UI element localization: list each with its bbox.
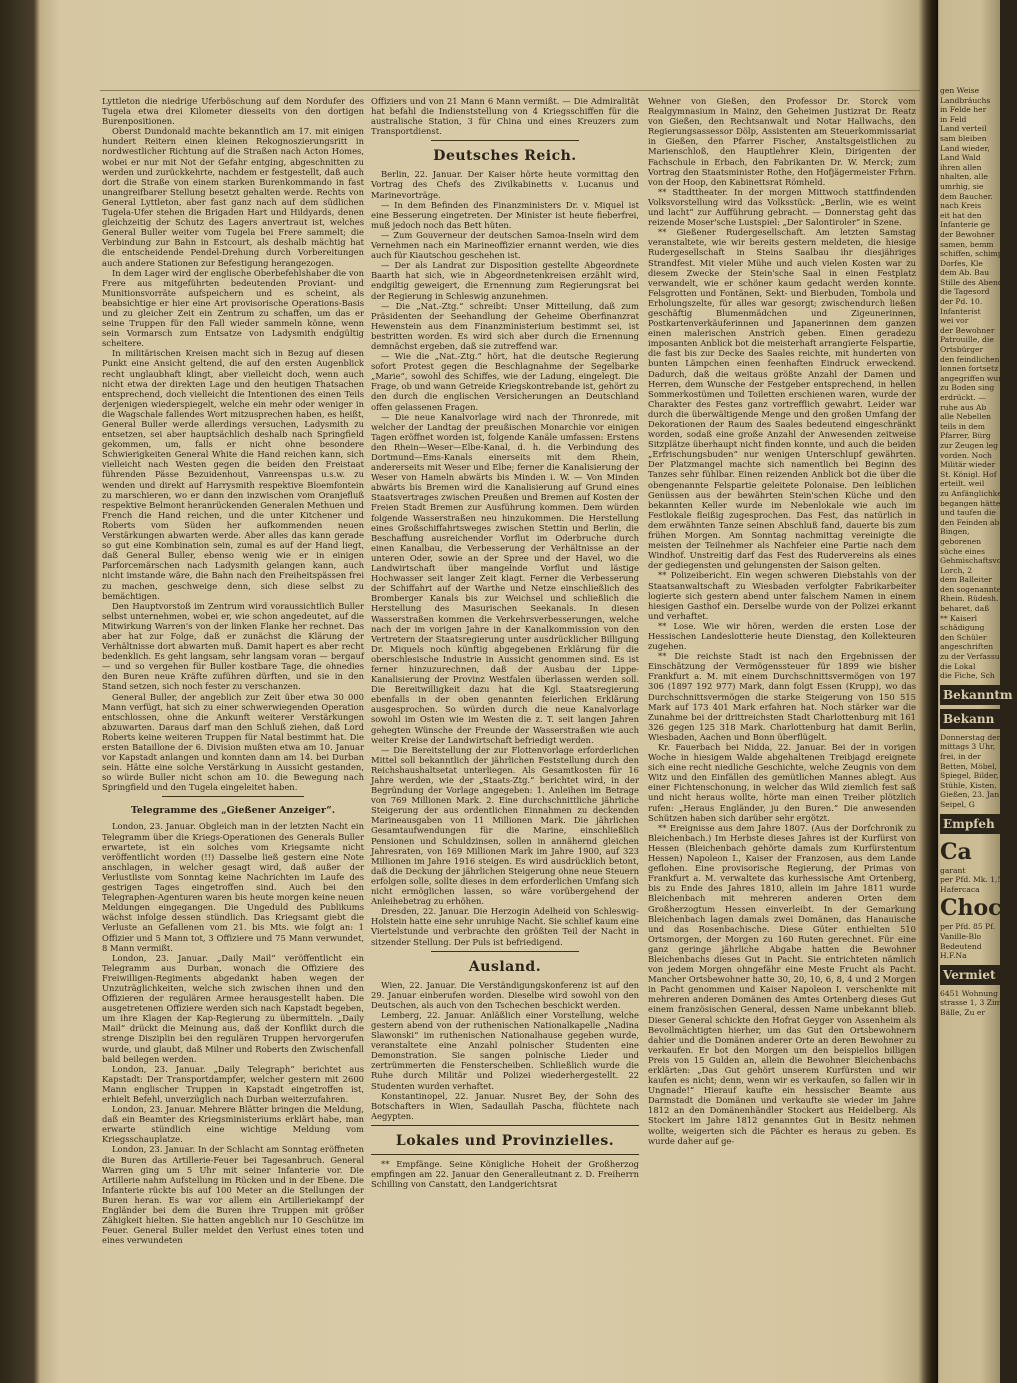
- edge-line: süche eines: [940, 546, 986, 556]
- news-item: Lemberg, 22. Januar. Anläßlich einer Vorstellung, welche gestern abend von der ruthenischen Nationalkapelle „Nadina Slawonski“ im ruthenischen Nationalhause gegeben wurde, veranstaltete eine Anzahl polnischer Studenten eine Demonstration. Sie sangen polnische Lieder und zertrümmerten die Fensterscheiben. Schließlich wurde die Ruhe durch Militär und Polizei wiederhergestellt. 22 Studenten wurden verhaftet.: [371, 1009, 639, 1091]
- edge-line: erteilt. weil: [940, 479, 985, 489]
- edge-line: den sogenannten: [940, 584, 1007, 594]
- edge-line: Infanterie ge: [940, 220, 990, 230]
- edge-line: die Tagesord: [940, 287, 990, 297]
- edge-line: samen, bemm: [940, 239, 994, 249]
- edge-line: Infanterist: [940, 306, 981, 316]
- edge-ad-heading: Vermiet: [940, 965, 1000, 985]
- telegram-item: London, 23. Januar. „Daily Mail“ veröffentlicht ein Telegramm aus Durban, wonach die Offiziere des Freiwilligen-Regiments abgedankt haben wegen der Unzuträglichkeiten, welche sich zwischen ihnen und den Offizieren der regulären Armee herausgestellt haben. Die ausgetretenen Offiziere werden sich nach Kapstadt begeben, um ihre Klagen der Kap-Regierung zu übermitteln. „Daily Mail“ drückt die Meinung aus, daß der Konflikt durch die strenge Disziplin bei den regulären Truppen hervorgerufen wurde, und glaubt, daß Milner und Roberts den Zwischenfall bald beilegen werden.: [102, 952, 364, 1064]
- edge-line: nhalten, alle: [940, 172, 988, 182]
- edge-line: Bingen,: [940, 527, 970, 537]
- news-item: — Die neue Kanalvorlage wird nach der Thronrede, mit welcher der Landtag der preußischen Monarchie vor einigen Tagen eröffnet worden ist, folgende Kanäle umfassen: Erstens den Rhein—Weser—Elbe-Kanal, d. h. die Verbindung des Dortmund—Ems-Kanals einerseits mit dem Rhein, andererseits mit Weser und Elbe; ferner die Kanalisierung der Weser von Hameln abwärts bis Minden i. W. — Von Minden abwärts bis Bremen wird die Kanalisierung auf Grund eines Staatsvertrages zwischen Preußen und Bremen auf Kosten der Freien Stadt Bremen zur Ausführung kommen. Dem würden folgende Wasserstraßen neu hinzukommen. Die Herstellung eines Großschiffahrtsweges zwischen Stettin und Berlin, die Beschaffung ausreichender Vorflut im Oderbruche durch einen Kanalbau, die Verbesserung der Verhältnisse an der unteren Oder, sowie an der Spree und der Havel, wo die Landwirtschaft über mangelnde Vorflut und lästige Hochwasser seit langer Zeit klagt. Ferner die Verbesserung der Schiffahrt auf der Warthe und Netze einschließlich des Bromberger Kanals bis zur Weichsel und schließlich die Herstellung des Masurischen Seekanals. In diesen Wasserstraßen kommen die Verkehrsverbesserungen, welche nach der im vorigen Jahre in der Kanalkommission von den Vertretern der Staatsregierung unter ausdrücklicher Billigung Dr. Miquels noch künftig abgegebenen Erklärung für die oberschlesische Industrie in Aussicht genommen sind. Es ist ferner hinzuzurechnen, daß der Ausbau der Lippe-Kanalisierung der Provinz Westfalen überlassen werden soll. Die Bereitwilligkeit dazu hat die Kgl. Staatsregierung ebenfalls in der oben genannten feierlichen Erklärung ausgesprochen. So würden durch die neue Kanalvorlage sowohl im Osten wie im Westen die z. T. seit langen Jahren gehegten Wünsche der Freunde der Wasserstraßen wie auch weiter Kreise der Landwirtschaft befriedigt werden.: [371, 411, 639, 745]
- edge-ad-big: Choc: [940, 895, 1002, 922]
- edge-line: per Pfd. Mk. 1,5: [940, 875, 1003, 885]
- edge-line: dem Ab. Bau: [940, 268, 990, 278]
- edge-line: Donnerstag den: [940, 732, 1002, 742]
- edge-line: angegriffen wurd: [940, 373, 1007, 383]
- edge-line: Bedeutend: [940, 941, 982, 951]
- edge-line: per Pfd. 85 Pf.: [940, 922, 996, 932]
- news-item: — Wie die „Nat.-Ztg.“ hört, hat die deutsche Regierung sofort Protest gegen die Beschlagnahme der Segelbarke „Marie“, sowohl des Schiffes, wie der Ladung, eingelegt. Die Frage, ob und wann Getreide Kriegskontrebande ist, gehört zu den durch die englischen Versicherungen an Deutschland offen gelassenen Fragen.: [371, 351, 639, 412]
- edge-line: der Pd. 10.: [940, 297, 983, 307]
- section-heading-deutsches-reich: Deutsches Reich.: [433, 148, 577, 165]
- edge-line: schädigung: [940, 623, 985, 633]
- edge-line: Vanille-Blo: [940, 931, 982, 941]
- edge-line: zu der Verfassung: [940, 652, 1010, 662]
- news-item: — Die Bereitstellung der zur Flottenvorlage erforderlichen Mittel soll bekanntlich der jährlichen Feststellung durch den Reichshaushaltsetat unterliegen. Als Gesamtkosten für 16 Jahre werden, wie der „Staats-Ztg.“ berichtet wird, in der Begründung der Vorlage angegeben: 1. Anleihen im Betrage von 769 Millionen Mark. 2. Eine durchschnittliche jährliche Steigerung der aus ordentlichen Einnahmen zu deckenden Marineausgaben von 11 Millionen Mark. Die jährlichen Gesamtaufwendungen für die Marine, einschließlich Pensionen und Schuldzinsen, sollen in annähernd gleichen Jahresraten, von 169 Millionen Mark im Jahre 1900, auf 323 Millionen im Jahre 1916 steigen. Es wird ausdrücklich betont, daß die Deckung der jährlichen Steigerung ohne neue Steuern erfolgen solle, sollte dieses in dem erforderlichen Umfang sich nicht ermöglichen lassen, so wäre vorübergehend der Anleihebetrag zu erhöhen.: [371, 744, 639, 907]
- edge-line: schiffen, schimpf: [940, 249, 1006, 259]
- article-paragraph: In militärischen Kreisen macht sich in Bezug auf diesen Punkt eine Ansicht geltend, die auf den ersten Augenblick recht unglaubhaft klingt, aber vielleicht doch, wenn auch nicht etwa der direkten Lage und den heutigen Thatsachen entsprechend, doch vielleicht die Intentionen des einen Teils derjenigen wiederspiegelt, welche ein mehr oder weniger in die Wagschale fallendes Wort mitzusprechen haben, es heißt, General Buller werde allerdings versuchen, Ladysmith zu entsetzen, sei aber hauptsächlich deshalb nach Springfield gekommen, um, falls er nicht ohne besondere Schwierigkeiten General White die Hand reichen kann, sich vielleicht nach Westen gegen die beiden den Freistaat führenden Pässe Bezuidenhout, Vanreenspas u.s.w. zu wenden und direkt auf Harrysmith respektive Bloemfontein zu marschieren, wo er dann den inzwischen vom Oranjefluß respektive Belmont heranrückenden Generalen Methuen und French die Hand reichen, und die unter Kitchener und Roberts vom Süden her aufkommenden neuen Verstärkungen abwarten werde. Aber alles das kann gerade so gut eine Kombination sein, zumal es auf der Hand liegt, daß General Buller, ebenso wenig wie er in einigen Parforcemärschen nach Ladysmith gelangen kann, auch nicht imstande wäre, die Bahn nach den Freiheitspässen frei zu machen, geschweige denn, sich diese selbst zu bemächtigen.: [102, 348, 364, 601]
- edge-ad-big: Ca: [940, 838, 972, 865]
- edge-line: zu Anfänglichkeit: [940, 488, 1008, 498]
- page-gutter-shadow: [918, 0, 938, 1383]
- edge-line: dem Balleiter: [940, 575, 993, 585]
- section-divider: [371, 1125, 639, 1126]
- edge-line: lonnen fortsetz: [940, 364, 999, 374]
- article-paragraph: In dem Lager wird der englische Oberbefehlshaber die von Frere aus mitgeführten bedeutenden Proviant- und Munitionsvorräte aufspeichern und es scheint, als beabsichtige er hier eine Art provisorische Operations-Basis und zu gleicher Zeit ein Zentrum zu schaffen, um das er seine Truppen für den Fall wieder sammeln könne, wenn sein Vormarsch zum Entsatze von Ladysmith endgültig scheitere.: [102, 267, 364, 349]
- edge-line: H.F.Na: [940, 951, 967, 961]
- edge-line: Stille des Abend: [940, 277, 1003, 287]
- article-paragraph: Den Hauptvorstoß im Zentrum wird voraussichtlich Buller selbst unternehmen, wobei er, wie schon angedeutet, auf die Mitwirkung Warren's von der linken Flanke her rechnet. Das aber hat zur Folge, daß er zunächst die Klärung der Verhältnisse dort abwarten muß. Damit hapert es aber recht bedenklich. Es geht langsam, sehr langsam voran — bergauf — und so vergehen für Buller kostbare Tage, die ohnedies den Buren neue Kräfte zuführen dürften, und sie in den Stand setzen, sich noch fester zu verschanzen.: [102, 600, 364, 692]
- news-item: — Der als Landrat zur Disposition gestellte Abgeordnete Baarth hat sich, wie in Abgeordnetenkreisen erzählt wird, endgiltig geweigert, die Ernennung zum Regierungsrat bei der Regierung in Schleswig anzunehmen.: [371, 260, 639, 301]
- edge-ad-heading: Empfeh: [940, 814, 1000, 834]
- edge-line: Land wieder,: [940, 143, 990, 153]
- edge-line: in Feld: [940, 114, 967, 124]
- edge-line: die Lokal: [940, 661, 976, 671]
- edge-line: zu Boden sing: [940, 383, 995, 393]
- edge-line: Gießen, 23. Jan: [940, 790, 1000, 800]
- edge-line: den Feinden ab: [940, 517, 1000, 527]
- news-item: Konstantinopel, 22. Januar. Nusret Bey, der Sohn des Botschafters in Wien, Sadaullah Pascha, flüchtete nach Aegypten.: [371, 1090, 639, 1121]
- edge-line: strasse 1, 3 Zimmer: [940, 998, 1017, 1008]
- edge-line: ruhe aus Ab: [940, 402, 987, 412]
- news-item: Berlin, 22. Januar. Der Kaiser hörte heute vormittag den Vortrag des Chefs des Zivilkabinetts v. Lucanus und Marinevorträge.: [371, 169, 639, 200]
- edge-line: Land verteil: [940, 124, 987, 134]
- edge-line: wei vor: [940, 316, 969, 326]
- edge-line: Spiegel, Bilder,: [940, 771, 999, 781]
- news-item: — In dem Befinden des Finanzministers Dr. v. Miquel ist eine Besserung eingetreten. Der Minister ist heute fieberfrei, muß jedoch noch das Bett hüten.: [371, 199, 639, 230]
- edge-line: Patrouille, die: [940, 335, 994, 345]
- edge-line: frei, in der: [940, 752, 981, 761]
- edge-line: nach Kreis: [940, 201, 982, 211]
- telegram-item: London, 23. Januar. Obgleich man in der letzten Nacht ein Telegramm über die Kriegs-Operationen des Generals Buller erwartete, ist ein solches vom Kriegsamte nicht veröffentlicht worden (!!) Dasselbe ließ gestern eine Note anschlagen, in welcher gesagt wird, daß außer der Verlustliste vom Sonntag keine Nachrichten im Laufe des gestrigen Tages eingetroffen sind. Auch bei den Telegraphen-Agenturen waren bis heute morgen keine neuen Meldungen eingegangen. Die Ungeduld des Publikums wächst infolge dessen stündlich. Das Kriegsamt giebt die Verluste an Gefallenen vom 21. bis Mts. wie folgt an: 1 Offizier und 5 Mann tot, 3 Offiziere und 75 Mann verwundet, 8 Mann vermißt.: [102, 821, 364, 953]
- edge-line: begangen hätte: [940, 498, 1001, 508]
- edge-line: Seipel, G: [940, 799, 975, 809]
- news-item: — Zum Gouverneur der deutschen Samoa-Inseln wird dem Vernehmen nach ein Marineoffizier ernannt werden, wie dies auch für Kiautschou geschehen ist.: [371, 229, 639, 261]
- column-3: [648, 96, 916, 1276]
- edge-line: ihren allen: [940, 162, 982, 172]
- section-divider: [371, 1154, 639, 1155]
- edge-line: sam bleiben: [940, 133, 987, 143]
- edge-line: vorden. Noch: [940, 450, 992, 460]
- edge-line: den feindlichen: [940, 354, 1000, 364]
- edge-line: Ortsbürger: [940, 345, 984, 355]
- news-item: ** Empfänge. Seine Königliche Hoheit der Großherzog empfingen am 22. Januar den Generalleutnant z. D. Freiherrn Schilling von Canstatt, den Landgerichtsrat: [371, 1158, 639, 1190]
- edge-line: Betten, Möbel,: [940, 761, 997, 771]
- edge-line: geborenen: [940, 536, 982, 546]
- edge-line: Rhein. Rüdesh.: [940, 594, 999, 604]
- news-item: ** Polizeibericht. Ein wegen schweren Diebstahls von der Staatsanwaltschaft zu Wiesbaden verfolgter Fabrikarbeiter logierte sich gestern abend unter falschem Namen in einem hiesigen Gasthof ein. Derselbe wurde von der Polizei erkannt und verhaftet.: [648, 570, 916, 621]
- edge-line: 6451 Wohnung: [940, 988, 999, 998]
- edge-ad-lines: [940, 922, 1000, 960]
- edge-line: zur Zeugen leg: [940, 440, 999, 450]
- news-item: Kr. Fauerbach bei Nidda, 22. Januar. Bei der in vorigen Woche in hiesigem Walde abgehaltenen Treibjagd ereignete sich eine recht niedliche Geschichte, welche Zeugnis von dem Witz und den Einfällen des gemütlichen Mannes ablegt. Aus einer Fichtenschonung, in welcher das Wild ziemlich fest saß und nicht heraus wollte, hörte man einen Treiber plötzlich rufen: „Heraus Engländer, ju den Buren.“ Die anwesenden Schützen haben sich darüber sehr ergötzt.: [648, 742, 916, 823]
- edge-line: Lorch, 2: [940, 565, 973, 575]
- section-divider: [431, 140, 579, 141]
- edge-line: St. Königl. Hof: [940, 469, 997, 479]
- article-paragraph: Wehner von Gießen, den Professor Dr. Storck vom Realgymnasium in Mainz, den Geheimen Justizrat Dr. Reatz von Gießen, den Rechtsanwalt und Notar Hallwachs, den Regierungsassessor Dölp, Assistenten am Steuerkommissariat in Gießen, den Pfarrer Fischer, Anstaltsgeistlichen zu Marienschloß, den Hauptlehrer Klein, Dirigenten der Fachschule in Erbach, den Fabrikanten Dr. W. Merck; zum Vortrag den Staatsminister Rothe, den Hofjägermeister Frhrn. von der Hoop, den Kabinettsrat Römheld.: [648, 96, 916, 187]
- news-item: — Die „Nat.-Ztg.“ schreibt: Unser Mitteilung, daß zum Präsidenten der Seehandlung der Geheime Oberfinanzrat Hewenstein aus dem Finanzministerium bestimmt sei, ist bestritten worden. Es wird sich aber durch die Ernennung demnächst ergeben, daß sie zutreffend war.: [371, 300, 639, 351]
- news-item: ** Ereignisse aus dem Jahre 1807. (Aus der Dorfchronik zu Bleichenbach.) Im Herbste dieses Jahres ist der Kurfürst von Hessen (Bleichenbach gehörte damals zum Kurfürstentum Hessen) Napoleon I., Kaiser der Franzosen, aus dem Lande geflohen. Eine provisorische Regierung, der Primas von Frankfurt a. M. verwaltete das kurhessische Amt Ortenberg, bis zu Ende des Jahres 1810, allein im Jahre 1811 wurde Bleichenbach mit mehreren anderen Orten dem Großherzogtum Hessen einverleibt. In der Gemarkung Bleichenbach lagen damals zwei Domänen, das Hanauische und das Rosenbachische. Diese Güter enthielten 510 Ortsmorgen, der Morgen zu 160 Ruten gerechnet. Für eine ganz geringe jährliche Abgabe hatten die Bewohner Bleichenbachs dieses Gut in Pacht. Sie entrichteten nämlich von jedem Morgen ohngefähr eine Meste Frucht als Pacht. Mancher Ortsbewohner hatte 30, 20, 10, 6, 8, 4 und 2 Morgen in Pacht genommen und Kaiser Napoleon I. verschenkte mit mehreren anderen Domänen des Amtes Ortenberg dieses Gut einem französischen General, dessen Name unbekannt blieb. Dieser General schickte den Hofrat Geyger von Assenheim als Bevollmächtigten hierher, um das Gut den Ortsbewohnern dahier und die Domänen anderer Orte an deren Bewohner zu verkaufen. Er bot den Morgen um den beispiellos billigen Preis von 15 Gulden an, allein die Bewohner Bleichenbachs erklärten: „Das Gut gehört unserem Kurfürsten und wir kaufen es nicht; denn, wenn wir es verkaufen, so fallen wir in Ungnade!“ Hierauf kaufte ein hessischer Beamte aus Darmstadt die Domänen und verkaufte sie wieder im Jahre 1812 an den Domänenhändler Stockert aus Heidelberg. Als Stockert im Jahre 1812 genanntes Gut in Besitz nehmen wollte, weigerten sich die Pächter es heraus zu geben. Es wurde daher auf ge-: [648, 822, 916, 1146]
- news-item: ** Gießener Rudergesellschaft. Am letzten Samstag veranstaltete, wie wir bereits gestern meldeten, die hiesige Rudergesellschaft in Steins Saalbau ihr diesjähriges Strandfest. Mit vieler Mühe und auch vielen Kosten war zu diesem Zwecke der Stein'sche Saal in einen Festplatz verwandelt, wie er schöner kaum gedacht werden konnte. Felsgrotten und Fontänen, Sekt- und Bierbuden, Tombola und Erholungszelte, für alles war gesorgt; zwischendurch ließen geschäftig Blumenmädchen und Zigeunerinnen, Postkartenverkäuferinnen und Japanerinnen dem ganzen einen malerischen Anstrich geben. Einen geradezu imposanten Anblick bot die meisterhaft arrangierte Felspartie, die fast bis zur Decke des Saales reichte, mit hunderten von bunten Lämpchen einen feenhaften Eindruck erweckend. Dadurch, daß die weitaus größte Anzahl der Damen und Herren, dem Wunsche der Festgeber entsprechend, in hellen Sommerkostümen und Toiletten erschienen waren, wurde der Charakter des Festes ganz vortrefflich gewahrt. Leider war durch die überwältigende Menge und den großen Umfang der Dekorationen der Raum des Saales bedeutend eingeschränkt worden, sodaß eine große Anzahl der Anwesenden zeitweise Sitzplätze überhaupt nicht finden konnte, und auch die beiden „Erfrischungsbuden“ nur wenigen Unterschlupf gewährten. Der Platzmangel machte sich namentlich bei Beginn des Tanzes sehr fühlbar. Einen reizenden Anblick bot die über die obengenannte Felspartie geleitete Polonaise. Den leiblichen Genüssen aus der bewährten Stein'schen Küche und den bekannten Keller wurde im Nebenlokale wie auch im Festlokale fleißig zugesprochen. Das Fest, das natürlich in dem erwähnten Tanze seinen Abschluß fand, dauerte bis zum frühen Morgen. Am Sonntag nachmittag vereinigte die meisten der Teilnehmer als Nachfeier eine Partie nach dem Windhof. Unstreitig darf das Fest des Rudervereins als eines der gediegensten und gelungensten der Saison gelten.: [648, 227, 916, 571]
- news-item: ** Die reichste Stadt ist nach den Ergebnissen der Einschätzung der Vermögenssteuer für 1899 wie bisher Frankfurt a. M. mit einem Durchschnittsvermögen von 197 306 (1897 192 977) Mark, dann folgt Essen (Krupp), wo das Durchschnittsvermögen die starke Steigerung von 150 515 Mark auf 173 401 Mark erfahren hat. Noch stärker war die Zunahme bei der drittreichsten Stadt Charlottenburg mit 161 326 gegen 125 318 Mark. Charlottenburg hat damit Berlin, Wiesbaden, Aachen und Bonn überflügelt.: [648, 651, 916, 742]
- edge-line: alle Nebellen: [940, 412, 992, 422]
- edge-line: ** Kaiserl: [940, 613, 978, 623]
- news-item: ** Stadttheater. In der morgen Mittwoch stattfindenden Volksvorstellung wird das Volksstück: „Berlin, wie es weint und lacht“ zur Aufführung gebracht. — Donnerstag geht das reizende Moser'sche Lustspiel: „Der Salontiroler“ in Szene.: [648, 186, 916, 228]
- edge-line: gen Weise: [940, 86, 980, 95]
- edge-line: teils in dem: [940, 421, 986, 431]
- telegram-item: London, 23. Januar. Mehrere Blätter bringen die Meldung, daß ein Beamter des Kriegsministeriums erklärt habe, man erwarte stündlich eine wichtige Meldung vom Kriegsschauplatze.: [102, 1104, 364, 1145]
- news-item: Dresden, 22. Januar. Die Herzogin Adelheid von Schleswig-Holstein hatte eine sehr unruhige Nacht. Sie schlief kaum eine Viertelstunde und verbrachte den größten Teil der Nacht in sitzender Stellung. Der Puls ist befriedigend.: [371, 906, 639, 947]
- top-rule: [100, 90, 920, 91]
- edge-line: umrhig, sie: [940, 181, 984, 191]
- column-2: [371, 96, 639, 1276]
- news-item: ** Lose. Wie wir hören, werden die ersten Lose der Hessischen Landeslotterie heute Dienstag, den Kollekteuren zugehen.: [648, 620, 916, 652]
- edge-line: Hafercaca: [940, 884, 980, 894]
- adjacent-page-edge: [940, 86, 1017, 1346]
- edge-line: dem Baucher.: [940, 191, 993, 201]
- edge-line: Militär wieder: [940, 460, 996, 470]
- edge-line: in Felde her: [940, 105, 987, 115]
- edge-line: den Schüler: [940, 632, 987, 642]
- telegram-item: London, 23. Januar. „Daily Telegraph“ berichtet aus Kapstadt: Der Transportdampfer, welcher gestern mit 2600 Mann englischer Truppen in Kapstadt eingetroffen ist, erhielt Befehl, unverzüglich nach Durban weiterzufahren.: [102, 1063, 364, 1104]
- edge-line: angeschriften: [940, 642, 994, 652]
- edge-line: Gehmischaftsvorst: [940, 556, 1012, 566]
- edge-ad-heading: Bekann: [940, 709, 1000, 729]
- edge-line: Pfarrer, Bürg: [940, 431, 991, 441]
- edge-ad-lines: [940, 988, 1017, 1018]
- edge-text-lines: [940, 86, 1012, 681]
- edge-line: und taufen die: [940, 508, 996, 518]
- edge-line: Stühle, Kisten,: [940, 780, 997, 790]
- edge-line: eit hat den: [940, 210, 982, 220]
- section-divider: [162, 796, 304, 797]
- edge-ad-lines: [940, 865, 1003, 895]
- edge-ad-lines: [940, 733, 1000, 810]
- edge-line: die Fiche, Sch: [940, 671, 995, 681]
- edge-line: Landbräuchs: [940, 95, 991, 105]
- edge-ad-heading: Bekanntm: [940, 685, 1000, 705]
- article-paragraph: Oberst Dundonald machte bekanntlich am 17. mit einigen hundert Reitern einen kleinen Rekognoszierungsritt in nordwestlicher Richtung auf die Straßen nach Acton Homes, wobei er nur mit Not der Gefahr entging, abgeschnitten zu werden und zurückkehrte, nachdem er festgestellt, daß auch dort die Straße von einem starken Burenkommando in fast unangreifbarer Stellung besetzt gehalten werde. Rechts von General Lyttleton, aber fast ganz nach auf dem südlichen Tugela-Ufer stehen die Brigaden Hart und Hildyards, denen gleichzeitig der Schutz des Lagers anvertraut ist, welches General Buller weiter vom Tugela bei Frere sammelt; die Verbindung zur Bahn in Estcourt, als deshalb mächtig hat die entscheidende Pendel-Drehung durch Vorbereitungen auch andere Stationen zur Befestigung herangezogen.: [102, 126, 364, 268]
- telegram-item: London, 23. Januar. In der Schlacht am Sonntag eröffneten die Buren das Artillerie-Feuer bei Tagesanbruch. General Warren ging um 5 Uhr mit seiner Infanterie vor. Die Artillerie nahm Aufstellung im Rücken und in der Ebene. Die Infanterie rückte bis auf 100 Meter an die Stellungen der Buren heran. Es war vor allem ein Artilleriekampf der Engländer bei dem die Buren ihre Truppen mit größer Zähigkeit hielten. Sie hatten angeblich nur 10 Geschütze im Feuer. General Buller meldet den Verlust eines toten und eines verwundeten: [102, 1144, 364, 1246]
- edge-line: Land Wald: [940, 153, 981, 163]
- article-paragraph: Offiziers und von 21 Mann 6 Mann vermißt. — Die Admiralität hat befahl die Indienststellung von 4 Kriegsschiffen für die australische Station, 3 für China und eines Kreuzers zum Transportdienst.: [371, 96, 639, 137]
- news-item: Wien, 22. Januar. Die Verständigungskonferenz ist auf den 29. Januar einberufen worden. Dieselbe wird sowohl von den Deutschen, als auch von den Tschechen beschickt werden.: [371, 979, 639, 1010]
- section-heading-ausland: Ausland.: [468, 958, 542, 975]
- edge-line: garant: [940, 865, 966, 875]
- edge-line: der Bewohner: [940, 325, 995, 335]
- article-paragraph: General Buller, der angeblich zur Zeit über etwa 30 000 Mann verfügt, hat sich zu einer schwerwiegenden Operation entschlossen, ohne die Ankunft weiterer Verstärkungen abzuwarten. Daraus darf man den Schluß ziehen, daß Lord Roberts keine weiteren Truppen für Natal bestimmt hat. Die ersten Bataillone der 6. Division mußten etwa am 10. Januar vor Kapstadt anlangen und konnten dann am 14. bei Durban sein. Hätte eine solche Verstärkung in Aussicht gestanden, so würde Buller nicht schon am 10. die Bewegung nach Springfield und den Tugela eingeleitet haben.: [102, 691, 364, 793]
- article-paragraph: Lyttleton die niedrige Uferböschung auf dem Nordufer des Tugela etwa drei Kilometer diesseits von den dortigen Burenpositionen.: [102, 96, 364, 127]
- edge-line: der Bewohner: [940, 229, 995, 239]
- section-divider: [431, 951, 579, 952]
- edge-line: Bälle, Zu er: [940, 1007, 985, 1017]
- edge-line: mittags 3 Uhr,: [940, 742, 996, 752]
- section-heading-lokales: Lokales und Provinzielles.: [395, 1132, 615, 1149]
- column-1: [102, 96, 364, 1276]
- edge-line: erdrückt. —: [940, 393, 986, 402]
- edge-line: beharet, daß: [940, 604, 990, 614]
- section-heading-telegrams: Telegramme des „Gießener Anzeiger“.: [130, 805, 336, 817]
- edge-line: Dorfes, Kle: [940, 258, 983, 268]
